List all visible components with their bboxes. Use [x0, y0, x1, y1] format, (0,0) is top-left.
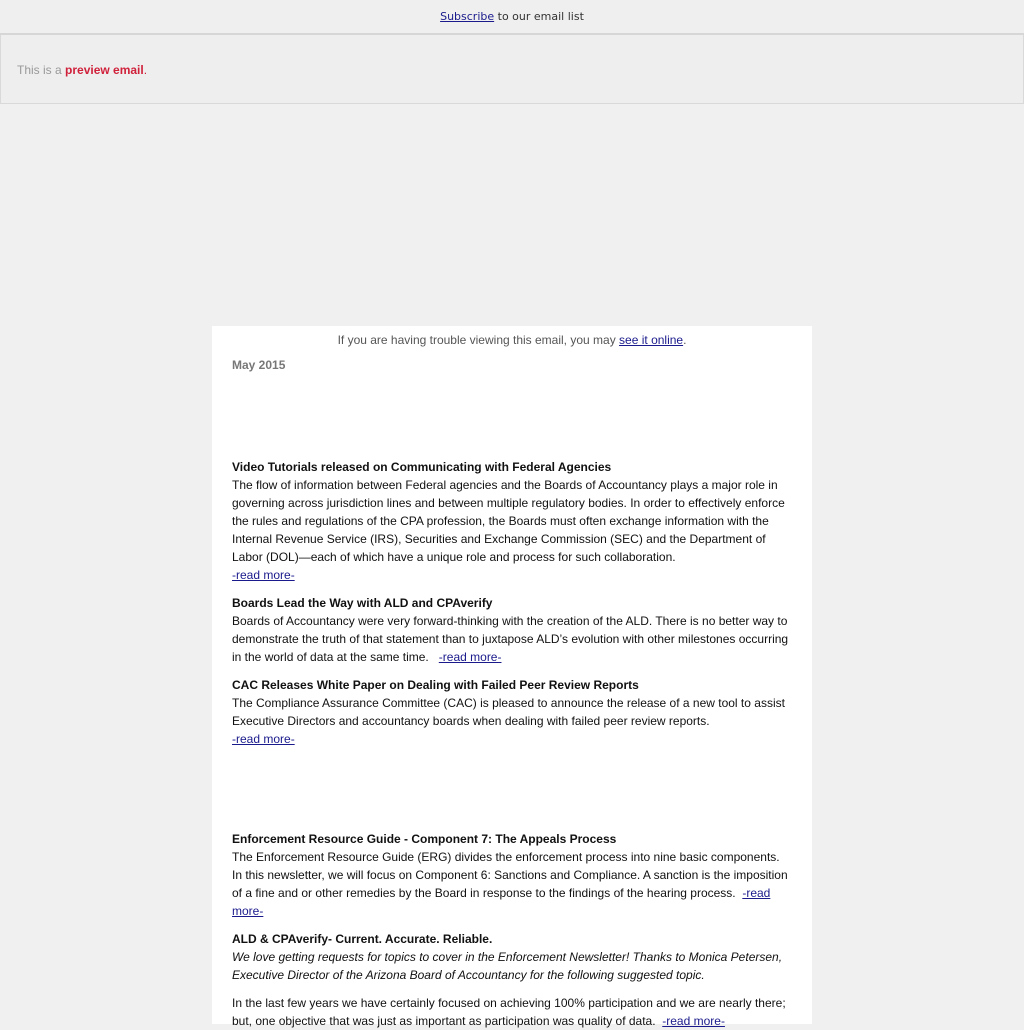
preview-suffix: .: [143, 63, 148, 77]
article-title: Boards Lead the Way with ALD and CPAverify: [232, 596, 493, 610]
trouble-text: If you are having trouble viewing this email, you may: [337, 333, 620, 347]
article-body: In the last few years we have certainly focused on achieving 100% participation and we are nearly there; but, one objective that was just as important as participation was quality of data.: [232, 996, 786, 1028]
read-more-link[interactable]: -read more-: [662, 1014, 725, 1028]
article: [232, 676, 792, 748]
article: [232, 830, 792, 920]
subscribe-text: to our email list: [494, 10, 584, 23]
preview-prefix: This is a: [17, 63, 66, 77]
article-title: Video Tutorials released on Communicating with Federal Agencies: [232, 460, 612, 474]
article-title: ALD & CPAverify- Current. Accurate. Reliable.: [232, 932, 493, 946]
article-body: The Compliance Assurance Committee (CAC) is pleased to announce the release of a new tool to assist Executive Directors and accountancy boards when dealing with failed peer review reports.: [232, 696, 785, 728]
trouble-suffix: .: [683, 333, 687, 347]
subscribe-link[interactable]: Subscribe: [440, 10, 495, 23]
article-body: Boards of Accountancy were very forward-thinking with the creation of the ALD. There is no better way to demonstrate the truth of that statement than to juxtapose ALD’s evolution with other milestones occurring in the world of data at the same time.: [232, 614, 789, 664]
read-more-link[interactable]: -read more-: [232, 568, 295, 582]
article: [232, 930, 792, 1030]
article-body: The Enforcement Resource Guide (ERG) divides the enforcement process into nine basic components. In this newsletter, we will focus on Component 6: Sanctions and Compliance. A sanction is the imposition of a fine and or other remedies by the Board in response to the findings of the hearing process.: [232, 850, 788, 900]
preview-banner: [0, 35, 1024, 104]
email-body: [212, 326, 812, 1028]
subscribe-bar: [0, 0, 1024, 35]
article-body: The flow of information between Federal agencies and the Boards of Accountancy plays a major role in governing across jurisdiction lines and between multiple regulatory bodies. In order to effectively enforce the rules and regulations of the CPA profession, the Boards must often exchange information with the Internal Revenue Service (IRS), Securities and Exchange Commission (SEC) and the Department of Labor (DOL)—each of which have a unique role and process for such collaboration.: [232, 478, 785, 564]
article-title: CAC Releases White Paper on Dealing with Failed Peer Review Reports: [232, 678, 639, 692]
article: [232, 458, 792, 584]
read-more-link[interactable]: -read more-: [232, 732, 295, 746]
see-online-link[interactable]: see it online: [619, 333, 684, 347]
preview-highlight: preview email: [65, 63, 144, 77]
read-more-link[interactable]: -read more-: [232, 886, 771, 918]
read-more-link[interactable]: -read more-: [438, 650, 502, 664]
newsletter-date: May 2015: [232, 358, 286, 372]
article: [232, 594, 792, 666]
article-intro: We love getting requests for topics to cover in the Enforcement Newsletter! Thanks to Monica Petersen, Executive Director of the Arizona Board of Accountancy for the following suggested topic.: [232, 950, 783, 982]
view-online-notice: [212, 333, 812, 347]
article-title: Enforcement Resource Guide - Component 7: The Appeals Process: [232, 832, 617, 846]
